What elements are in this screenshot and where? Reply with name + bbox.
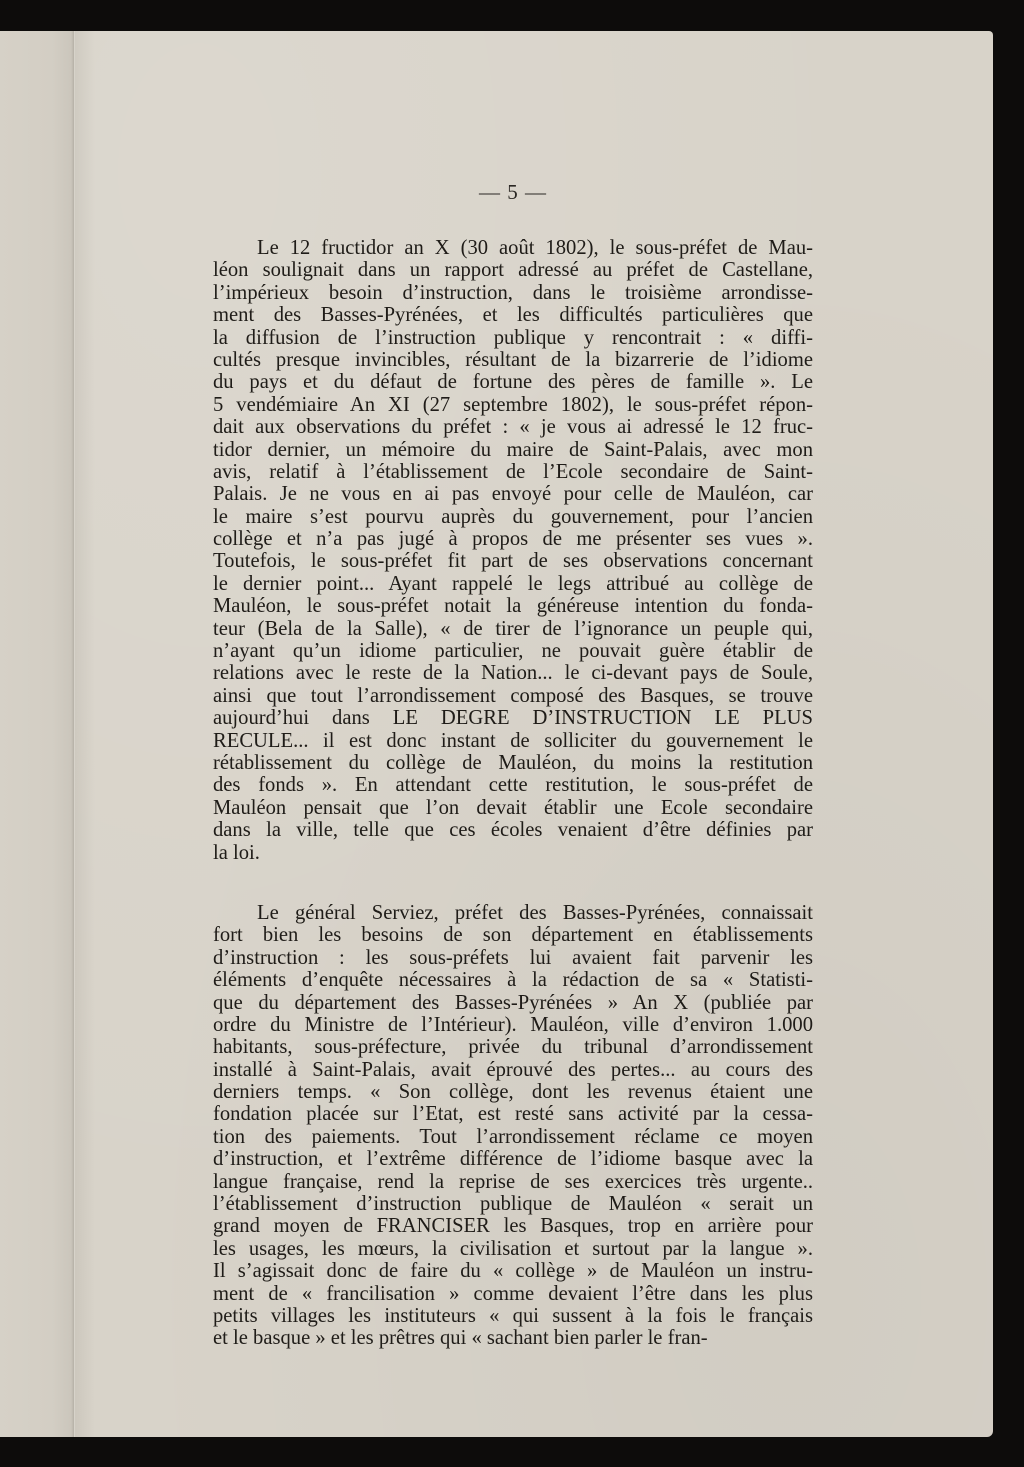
text-line: relations avec le reste de la Nation... le ci-devant pays de Soule, [213,662,813,685]
page-number: — 5 — [479,180,547,204]
text-line: dait aux observations du préfet : « je vous ai adressé le 12 fruc- [213,416,813,439]
text-line: les usages, les mœurs, la civilisation et surtout par la langue ». [213,1237,813,1260]
left-page-edge [0,31,74,1437]
text-line: éléments d’enquête nécessaires à la rédaction de sa « Statisti- [213,969,813,992]
text-line: ordre du Ministre de l’Intérieur). Mauléon, ville d’environ 1.000 [213,1013,813,1036]
text-line: fort bien les besoins de son département en établissements [213,924,813,947]
text-line: Mauléon, le sous-préfet notait la généreuse intention du fonda- [213,595,813,618]
text-line: tidor dernier, un mémoire du maire de Saint-Palais, avec mon [213,438,813,461]
text-line: ment de « francilisation » comme devaient l’être dans les plus [213,1282,813,1305]
text-line: d’instruction : les sous-préfets lui avaient fait parvenir les [213,946,813,969]
text-line: collège et n’a pas jugé à propos de me présenter ses vues ». [213,528,813,551]
text-line: l’impérieux besoin d’instruction, dans le troisième arrondisse- [213,281,813,304]
text-line: ainsi que tout l’arrondissement composé des Basques, se trouve [213,684,813,707]
text-line: des fonds ». En attendant cette restitution, le sous-préfet de [213,774,813,797]
text-line: teur (Bela de la Salle), « de tirer de l’ignorance un peuple qui, [213,617,813,640]
text-line: le dernier point... Ayant rappelé le legs attribué au collège de [213,572,813,595]
fold-shadow [75,31,95,1437]
text-line: cultés presque invincibles, résultant de la bizarrerie de l’idiome [213,348,813,371]
text-line: installé à Saint-Palais, avait éprouvé des pertes... au cours des [213,1058,813,1081]
text-line: que du département des Basses-Pyrénées » An X (publiée par [213,991,813,1014]
text-line: la diffusion de l’instruction publique y rencontrait : « diffi- [213,326,813,349]
text-line: dans la ville, telle que ces écoles venaient d’être définies par [213,819,813,842]
paragraph-2 [213,902,813,1350]
text-line: du pays et du défaut de fortune des pères de famille ». Le [213,371,813,394]
text-line: avis, relatif à l’établissement de l’Ecole secondaire de Saint- [213,460,813,483]
text-line: langue française, rend la reprise de ses exercices très urgente.. [213,1170,813,1193]
text-line: grand moyen de FRANCISER les Basques, trop en arrière pour [213,1215,813,1238]
text-line: Palais. Je ne vous en ai pas envoyé pour celle de Mauléon, car [213,483,813,506]
text-line: et le basque » et les prêtres qui « sachant bien parler le fran- [213,1327,708,1350]
text-line: le maire s’est pourvu auprès du gouvernement, pour l’ancien [213,505,813,528]
text-line: tion des paiements. Tout l’arrondissement réclame ce moyen [213,1125,813,1148]
text-line: rétablissement du collège de Mauléon, du moins la restitution [213,751,813,774]
text-line: la loi. [213,841,260,864]
text-line: l’établissement d’instruction publique de Mauléon « serait un [213,1193,813,1216]
text-line: fondation placée sur l’Etat, est resté sans activité par la cessa- [213,1103,813,1126]
text-column [213,237,813,1350]
text-line: n’ayant qu’un idiome particulier, ne pouvait guère établir de [213,640,813,663]
text-line: ment des Basses-Pyrénées, et les difficultés particulières que [213,304,813,327]
paragraph-1 [213,237,813,864]
text-line: Mauléon pensait que l’on devait établir une Ecole secondaire [213,796,813,819]
text-line: habitants, sous-préfecture, privée du tribunal d’arrondissement [213,1036,813,1059]
text-line: Il s’agissait donc de faire du « collège » de Mauléon un instru- [213,1260,813,1283]
text-line: petits villages les instituteurs « qui sussent à la fois le français [213,1304,813,1327]
text-line: Toutefois, le sous-préfet fit part de ses observations concernant [213,550,813,573]
text-line: 5 vendémiaire An XI (27 septembre 1802), le sous-préfet répon- [213,393,813,416]
text-line: Le général Serviez, préfet des Basses-Pyrénées, connaissait [257,901,813,924]
text-line: léon soulignait dans un rapport adressé au préfet de Castellane, [213,259,813,282]
text-line: RECULE... il est donc instant de solliciter du gouvernement le [213,729,813,752]
text-line: Le 12 fructidor an X (30 août 1802), le sous-préfet de Mau- [257,237,813,259]
text-line: d’instruction, et l’extrême différence de l’idiome basque avec la [213,1148,813,1171]
text-line: aujourd’hui dans LE DEGRE D’INSTRUCTION LE PLUS [213,707,813,730]
text-line: derniers temps. « Son collège, dont les revenus étaient une [213,1081,813,1104]
